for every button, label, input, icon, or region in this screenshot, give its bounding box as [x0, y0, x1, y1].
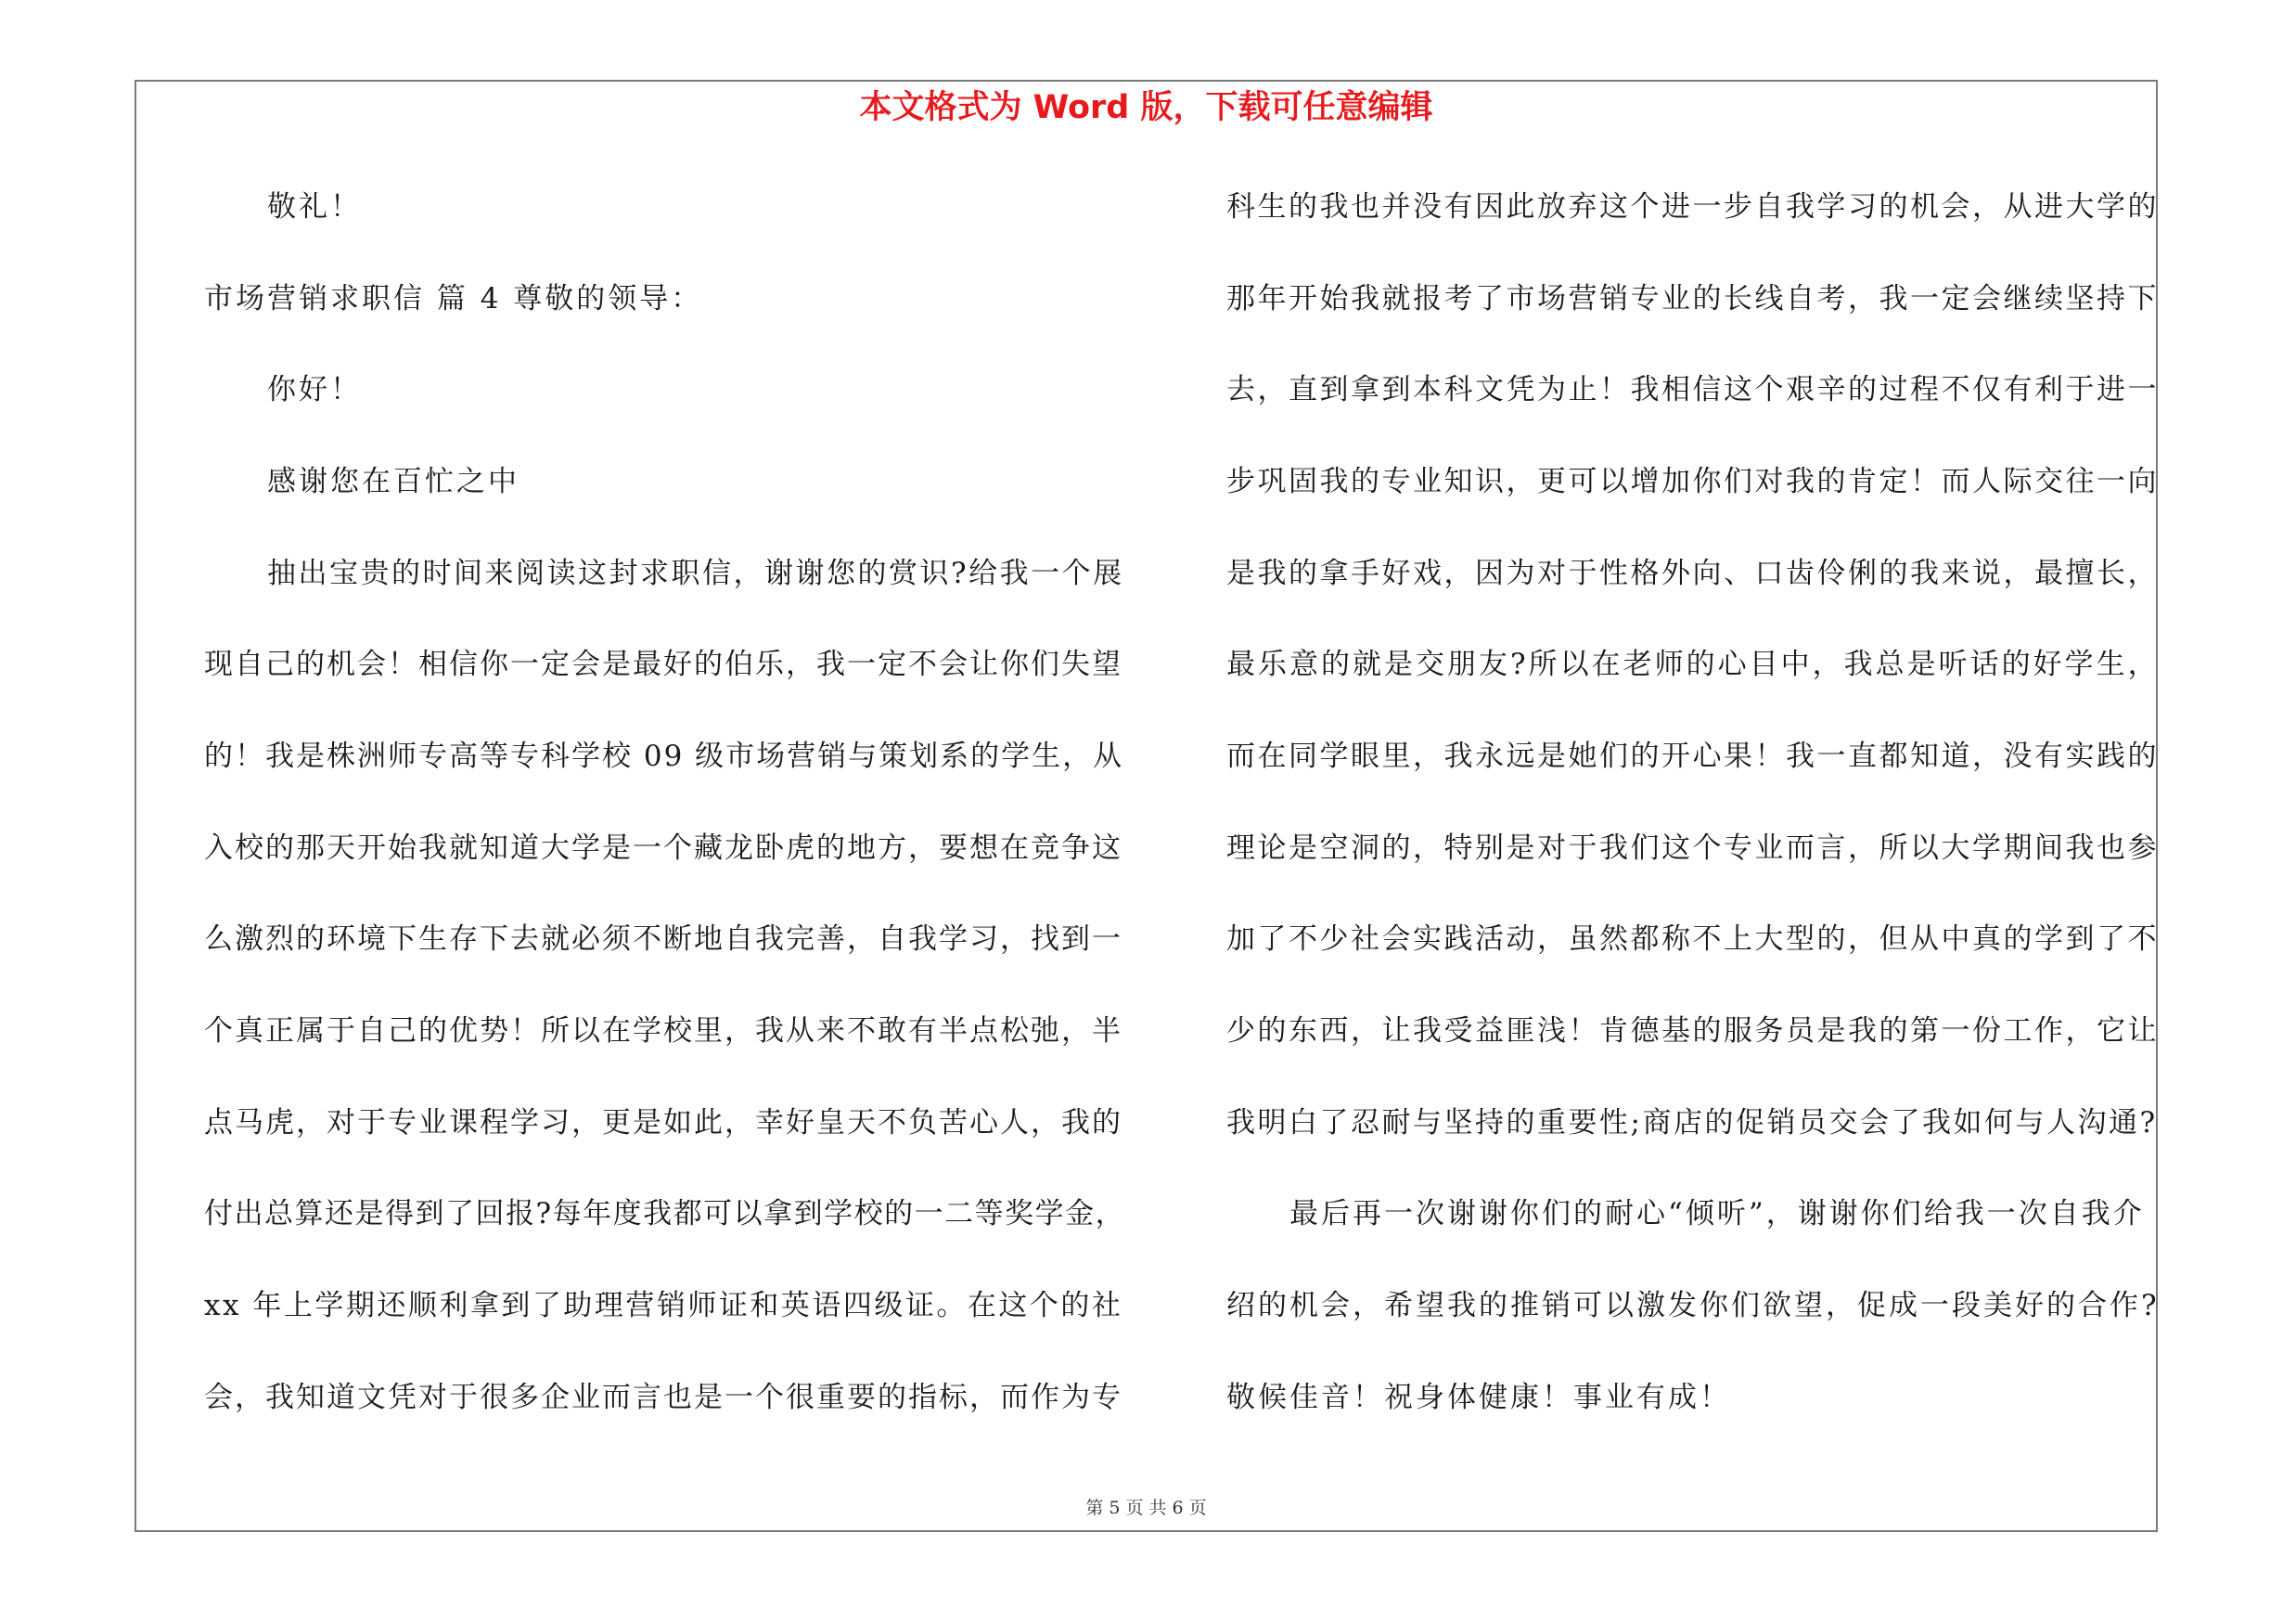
- text-line: 科生的我也并没有因此放弃这个进一步自我学习的机会，从进大学的: [1226, 190, 2159, 224]
- text-line: xx 年上学期还顺利拿到了助理营销师证和英语四级证。在这个的社: [204, 1289, 1123, 1322]
- text-line: 最后再一次谢谢你们的耐心“倾听”，谢谢你们给我一次自我介: [1289, 1197, 2145, 1230]
- text-line: 么激烈的环境下生存下去就必须不断地自我完善，自我学习，找到一: [204, 922, 1122, 956]
- text-line: 加了不少社会实践活动，虽然都称不上大型的，但从中真的学到了不: [1226, 922, 2159, 956]
- text-line: 个真正属于自己的优势！所以在学校里，我从来不敢有半点松弛，半: [204, 1014, 1122, 1048]
- text-line: 会，我知道文凭对于很多企业而言也是一个很重要的指标，而作为专: [204, 1381, 1122, 1414]
- text-line: 是我的拿手好戏，因为对于性格外向、口齿伶俐的我来说，最擅长，: [1226, 557, 2159, 590]
- text-line: 的！我是株洲师专高等专科学校 09 级市场营销与策划系的学生，从: [204, 740, 1124, 773]
- left-text-column: [204, 184, 1132, 1432]
- text-line: 你好！: [267, 373, 362, 406]
- right-text-column: [1226, 184, 2165, 1432]
- text-line: 最乐意的就是交朋友?所以在老师的心目中，我总是听话的好学生，: [1226, 648, 2160, 681]
- text-line: 去，直到拿到本科文凭为止！我相信这个艰辛的过程不仅有利于进一: [1226, 373, 2159, 406]
- text-line: 敬候佳音！祝身体健康！事业有成！: [1226, 1381, 1731, 1414]
- page-number-footer: 第 5 页 共 6 页: [1085, 1498, 1207, 1518]
- text-line: 入校的那天开始我就知道大学是一个藏龙卧虎的地方，要想在竞争这: [204, 831, 1122, 865]
- text-line: 市场营销求职信 篇 4 尊敬的领导：: [204, 282, 703, 316]
- text-line: 点马虎，对于专业课程学习，更是如此，幸好皇天不负苦心人，我的: [204, 1106, 1122, 1140]
- text-line: 理论是空洞的，特别是对于我们这个专业而言，所以大学期间我也参: [1226, 831, 2159, 865]
- text-line: 抽出宝贵的时间来阅读这封求职信，谢谢您的赏识?给我一个展: [267, 557, 1124, 590]
- text-line: 那年开始我就报考了市场营销专业的长线自考，我一定会继续坚持下: [1226, 282, 2159, 316]
- text-line: 少的东西，让我受益匪浅！肯德基的服务员是我的第一份工作，它让: [1226, 1014, 2159, 1048]
- text-line: 绍的机会，希望我的推销可以激发你们欲望，促成一段美好的合作?: [1226, 1289, 2160, 1322]
- text-line: 现自己的机会！相信你一定会是最好的伯乐，我一定不会让你们失望: [204, 648, 1122, 681]
- text-line: 我明白了忍耐与坚持的重要性;商店的促销员交会了我如何与人沟通?: [1226, 1106, 2158, 1140]
- text-line: 而在同学眼里，我永远是她们的开心果！我一直都知道，没有实践的: [1226, 740, 2159, 773]
- text-line: 步巩固我的专业知识，更可以增加你们对我的肯定！而人际交往一向: [1226, 465, 2159, 498]
- format-notice-banner: 本文格式为 Word 版，下载可任意编辑: [859, 89, 1433, 126]
- text-line: 付出总算还是得到了回报?每年度我都可以拿到学校的一二等奖学金，: [204, 1197, 1126, 1230]
- text-line: 敬礼！: [267, 190, 362, 224]
- text-line: 感谢您在百忙之中: [267, 465, 519, 498]
